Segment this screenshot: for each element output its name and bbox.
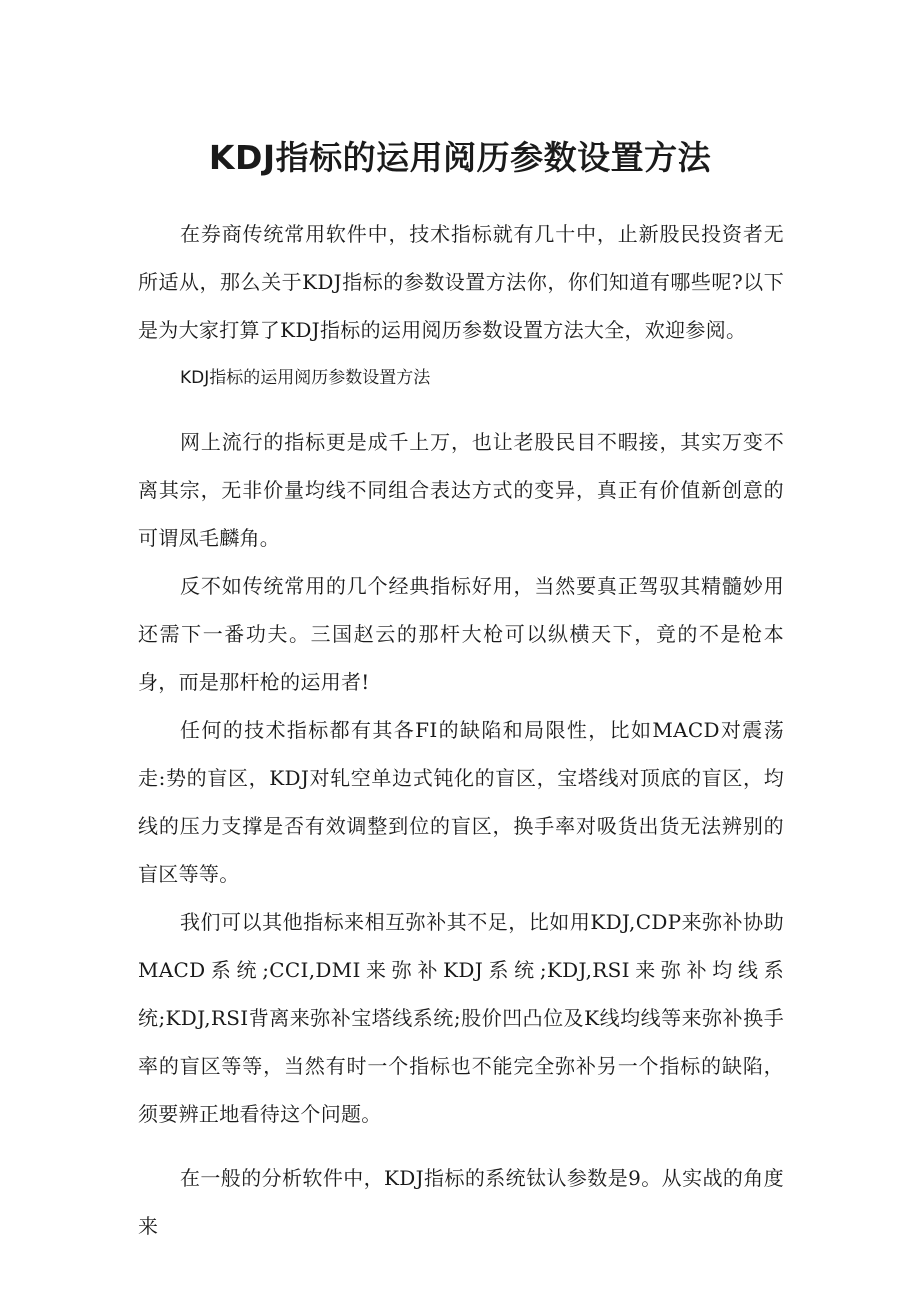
body-paragraph-3: 任何的技术指标都有其各FI的缺陷和局限性，比如MACD对震荡走:势的盲区，KDJ对轧空单边式钝化的盲区，宝塔线对顶底的盲区，均线的压力支撑是否有效调整到位的盲区，换手率对吸货出货无法辨别的盲区等等。 bbox=[138, 718, 784, 886]
body-paragraph-2: 反不如传统常用的几个经典指标好用，当然要真正驾驭其精髓妙用还需下一番功夫。三国赵云的那杆大枪可以纵横天下，竟的不是枪本身，而是那杆枪的运用者! bbox=[138, 574, 784, 694]
document-body bbox=[138, 210, 784, 1250]
section-subheading: KDJ指标的运用阅历参数设置方法 bbox=[180, 368, 431, 388]
document-title: KDJ指标的运用阅历参数设置方法 bbox=[208, 138, 712, 177]
intro-paragraph: 在券商传统常用软件中，技术指标就有几十中，止新股民投资者无所适从，那么关于KDJ指标的参数设置方法你，你们知道有哪些呢?以下是为大家打算了KDJ指标的运用阅历参数设置方法大全，欢迎参阅。 bbox=[138, 222, 784, 342]
body-paragraph-5: 在一般的分析软件中，KDJ指标的系统钛认参数是9。从实战的角度来 bbox=[138, 1166, 784, 1238]
body-paragraph-1: 网上流行的指标更是成千上万，也让老股民目不暇接，其实万变不离其宗，无非价量均线不同组合表达方式的变异，真正有价值新创意的可谓凤毛麟角。 bbox=[138, 430, 784, 550]
body-paragraph-4: 我们可以其他指标来相互弥补其不足，比如用KDJ,CDP来弥补协助MACD系统;CCI,DMI来弥补KDJ系统;KDJ,RSI来弥补均线系统;KDJ,RSI背离来弥补宝塔线系统;股价凹凸位及K线均线等来弥补换手率的盲区等等，当然有时一个指标也不能完全弥补另一个指标的缺陷，须要辨正地看待这个问题。 bbox=[138, 910, 784, 1126]
